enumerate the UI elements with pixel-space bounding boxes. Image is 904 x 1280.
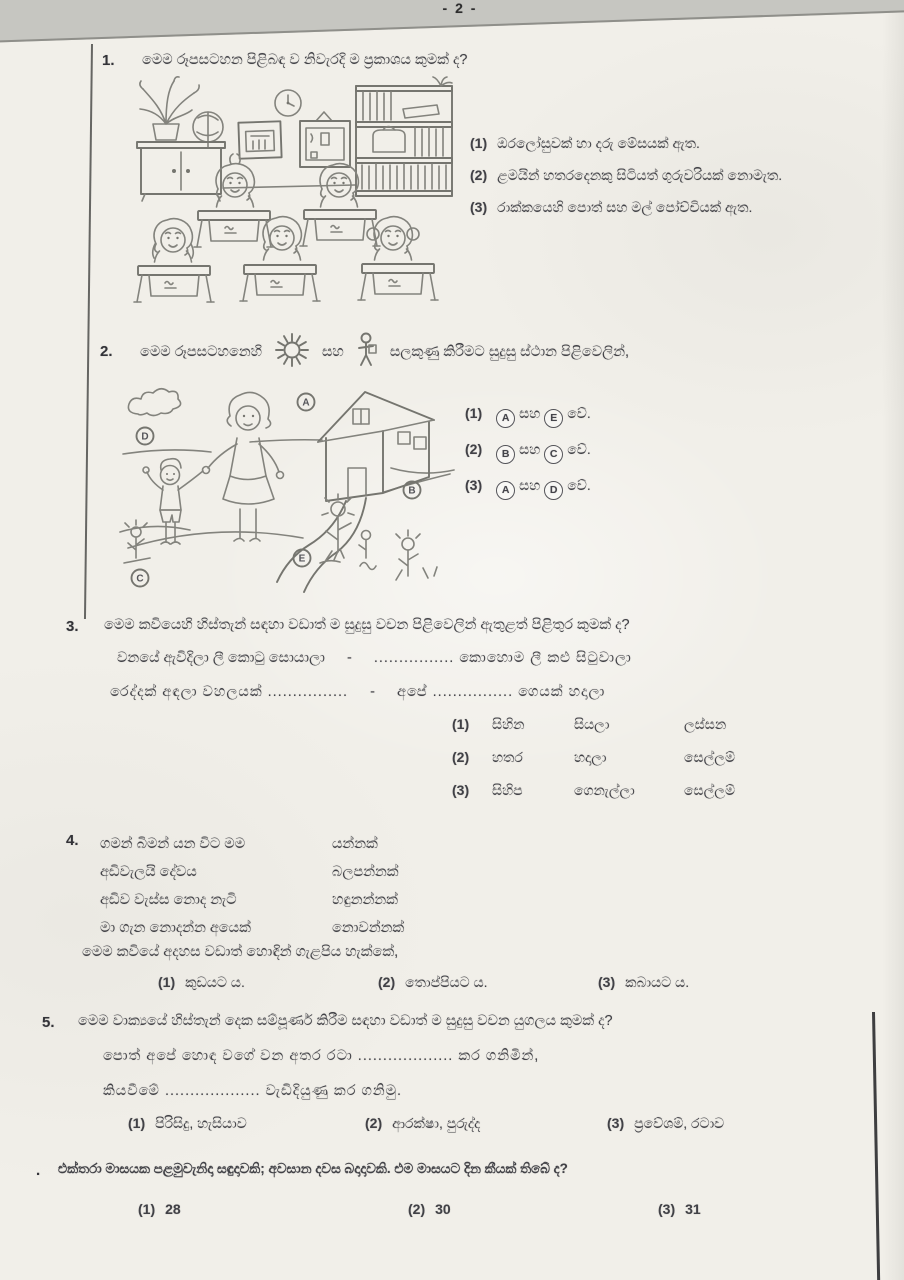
q1-option-3-label: (3): [470, 199, 488, 215]
svg-text:D: D: [141, 431, 149, 443]
marker-c: [132, 570, 149, 587]
q3-option-1: [452, 716, 726, 733]
q1-option-1-text: ඔරලෝසුවක් හා දරු මේසයක් ඇත.: [497, 135, 700, 151]
sun-icon: [272, 330, 312, 375]
svg-text:C: C: [136, 573, 144, 585]
q6-number: .: [36, 1162, 41, 1179]
q5-line2: කියවීමේ ................... වැඩිදියුණු කර ගනිමු.: [103, 1083, 403, 1099]
circled-letter: C: [544, 445, 563, 464]
q5-option-1-label: (1): [128, 1115, 146, 1131]
left-margin-line: [84, 44, 93, 619]
q3-option-2: [452, 749, 735, 766]
q4-verse-line4-left: මා ගැන නොදන්න අයෙක්: [100, 920, 251, 936]
q2-option-1-suffix: වේ.: [567, 405, 591, 421]
q2-option-1-and: සහ: [519, 405, 541, 421]
q5-option-2-label: (2): [365, 1115, 383, 1131]
walking-scene-illustration: [98, 380, 462, 598]
q1-option-3: [470, 199, 752, 216]
q5-number: 5.: [42, 1014, 55, 1031]
q4-verse-line2-right: බලපන්නක්: [332, 864, 399, 880]
q4-verse-right-column: [332, 830, 404, 942]
q3-option-2-label: (2): [452, 749, 470, 765]
q3-option-3-word1: සිහිප: [492, 782, 523, 798]
circled-letter: B: [496, 445, 515, 464]
q2-text-start: මෙම රූපසටහනෙහි: [140, 344, 262, 360]
q3-option-1-word2: සියලා: [574, 716, 610, 732]
svg-text:A: A: [302, 397, 310, 409]
q4-option-1-label: (1): [158, 974, 176, 990]
q1-option-2-label: (2): [470, 167, 488, 183]
q6-option-3-label: (3): [658, 1201, 676, 1217]
q4-option-2-text: තොප්පියට ය.: [405, 974, 488, 990]
person-icon: [354, 332, 380, 373]
q5-option-3-label: (3): [607, 1115, 625, 1131]
svg-text:B: B: [408, 485, 416, 497]
svg-text:E: E: [298, 553, 306, 565]
q3-option-1-word1: සිහින: [492, 716, 525, 732]
page-number: - 2 -: [442, 0, 478, 16]
q3-verse-line-1: [117, 650, 632, 666]
q5-option-2: [365, 1115, 480, 1132]
q3-option-2-word1: හතර: [492, 749, 523, 765]
q4-verse-line3-right: හඳුනන්නක්: [332, 892, 398, 908]
q5-option-3: [607, 1115, 724, 1132]
q4-option-3: [598, 974, 689, 991]
q6-option-3: [658, 1201, 701, 1217]
q4-verse-line1-right: යන්නක්: [332, 836, 378, 852]
q6-option-2: [408, 1201, 451, 1217]
right-margin-line: [872, 1012, 880, 1280]
q1-option-1: [470, 135, 700, 152]
q6-option-1-text: 28: [165, 1201, 181, 1217]
q1-option-2: [470, 167, 782, 184]
q3-verse1-right: ................ කොහොම ලී කළු සිටුවාලා: [373, 650, 632, 666]
q1-option-3-text: රාක්කයෙහි පොත් සහ මල් පෝච්චියක් ඇත.: [497, 199, 753, 215]
q2-option-3-suffix: වේ.: [567, 477, 591, 493]
q5-option-1-text: පිරිසිදු, හැසියාව: [155, 1115, 247, 1131]
q5-text: මෙම වාක්‍යයේ හිස්තැන් දෙක සම්පූර්ණ කිරීම සඳහා වඩාත් ම සුදුසු වචන යුගලය කුමක් ද?: [78, 1013, 613, 1029]
q1-number: 1.: [102, 52, 115, 69]
q3-option-1-label: (1): [452, 716, 470, 732]
q2-option-2: [465, 441, 591, 464]
q6-option-1: [138, 1201, 181, 1217]
q4-option-3-text: කබායට ය.: [625, 974, 690, 990]
q4-option-1: [158, 974, 245, 991]
circled-letter: D: [544, 481, 563, 500]
q2-option-3: [465, 477, 591, 500]
q6-option-3-text: 31: [685, 1201, 701, 1217]
q3-verse1-separator: -: [346, 650, 352, 666]
q4-verse-line2-left: අඩිවැලයි දේවය: [100, 864, 197, 880]
q4-verse-line3-left: අඩිව වැස්ස නොද නැටි: [100, 892, 237, 908]
q6-option-2-text: 30: [435, 1201, 451, 1217]
marker-a: [298, 394, 315, 411]
q4-verse-line4-right: නොවන්නක්: [332, 920, 405, 936]
q2-number: 2.: [100, 343, 113, 360]
circled-letter: A: [496, 481, 515, 500]
q2-option-2-suffix: වේ.: [567, 441, 591, 457]
q2-option-3-and: සහ: [519, 477, 541, 493]
circled-letter: E: [544, 409, 563, 428]
q2-option-2-label: (2): [465, 441, 483, 457]
q3-option-2-word2: හදාලා: [574, 749, 607, 765]
q3-number: 3.: [66, 618, 79, 635]
q4-verse-line1-left: ගමන් බිමන් යන විට මම: [100, 836, 246, 852]
circled-letter: A: [496, 409, 515, 428]
q3-option-2-word3: සෙල්ලම්: [684, 749, 736, 765]
q2-option-1-label: (1): [465, 405, 483, 421]
q3-verse2-separator: -: [370, 684, 375, 700]
marker-e: [294, 550, 311, 567]
q4-option-2-label: (2): [378, 974, 396, 990]
marker-d: [137, 428, 154, 445]
q5-option-2-text: ආරක්ෂා, පුරුද්ද: [392, 1115, 481, 1131]
q4-option-3-label: (3): [598, 974, 616, 990]
q3-option-3: [452, 782, 735, 799]
q2-option-3-label: (3): [465, 477, 483, 493]
q6-text: එක්තරා මාසයක පළමුවැනිදා සඳුදාවකි; අවසාන දවස බදාදාවකි. එම මාසයට දින කීයක් තිබේ ද?: [58, 1161, 568, 1176]
q3-verse1-left: වනයේ ඇවිදිලා ලී කොටු සොයාලා: [117, 650, 325, 666]
q3-option-3-label: (3): [452, 782, 470, 798]
q6-option-2-label: (2): [408, 1201, 426, 1217]
q3-verse2-right: අපේ ................ ගෙයක් හදාලා: [397, 684, 606, 700]
q4-option-2: [378, 974, 488, 991]
q5-option-3-text: ප්‍රවේශම්, රටාව: [634, 1115, 725, 1131]
q5-option-1: [128, 1115, 247, 1132]
q3-text: මෙම කවියෙහි හිස්තැන් සඳහා වඩාත් ම සුදුසු වචන පිළිවෙලින් ඇතුළත් පිළිතුර කුමක් ද?: [104, 617, 630, 633]
q3-option-1-word3: ලස්සන: [684, 716, 727, 732]
q4-number: 4.: [66, 832, 79, 849]
q2-option-2-and: සහ: [519, 441, 541, 457]
q6-option-1-label: (1): [138, 1201, 156, 1217]
q1-text: මෙම රූපසටහන පිළිබඳ ව නිවැරදි ම ප්‍රකාශය කුමක් ද?: [142, 52, 468, 68]
q3-option-3-word2: ගෙනැල්ලා: [574, 782, 635, 798]
q3-verse-line-2: [110, 684, 605, 700]
classroom-illustration: [115, 76, 463, 316]
q1-option-1-label: (1): [470, 135, 488, 151]
q4-option-1-text: කුඩයට ය.: [185, 974, 245, 990]
q1-option-2-text: ළමයින් හතරදෙනකු සිටියත් ගුරුවරියක් නොමැත.: [497, 167, 783, 183]
q3-verse2-left: රෙද්දක් අඳලා වහලයක් ................: [110, 684, 349, 700]
q2-option-1: [465, 405, 591, 428]
q2-text-and: සහ: [322, 344, 344, 360]
q3-option-3-word3: සෙල්ලම්: [684, 782, 736, 798]
q4-prompt: මෙම කවියේ අදහස වඩාත් හොඳින් ගැළපිය හැක්කේ,: [82, 944, 399, 960]
q4-verse-left-column: [100, 830, 251, 942]
q5-line1: පොත් අපේ හොඳ වගේ වන අතර රටා ................... කර ගනිමින්,: [103, 1048, 540, 1064]
q2-stem: [140, 330, 629, 374]
q2-text-end: සලකුණු කිරීමට සුදුසු ස්ථාන පිළිවෙලින්,: [389, 344, 630, 360]
